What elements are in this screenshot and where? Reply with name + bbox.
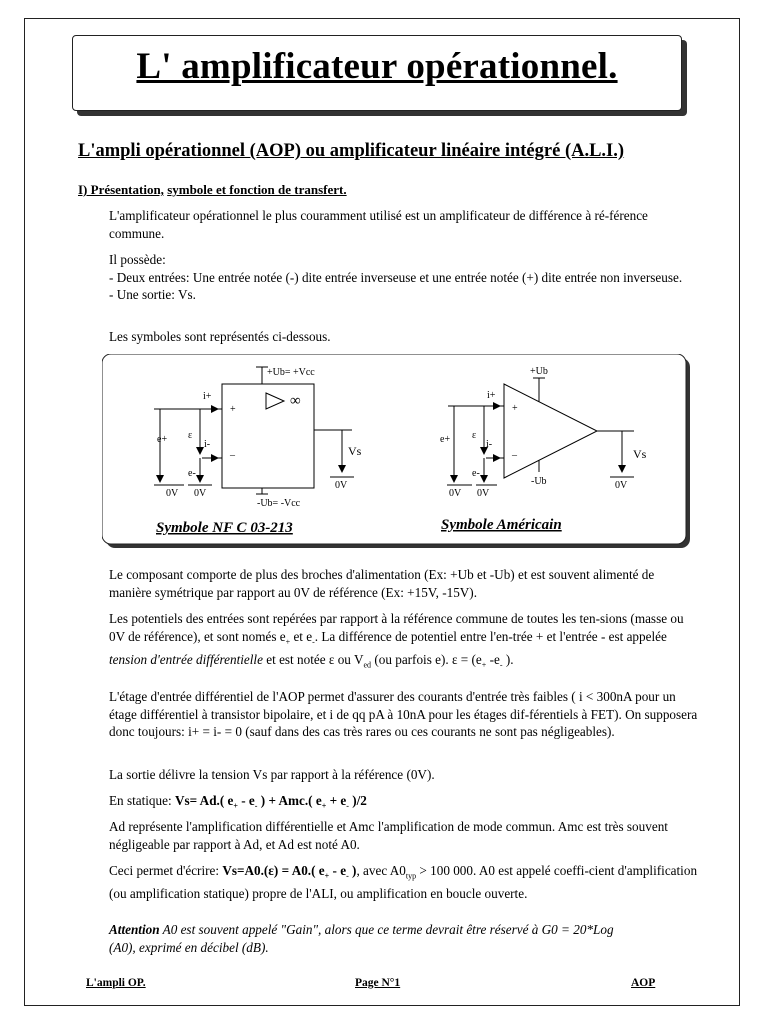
nf-plus-sign: + — [230, 404, 236, 415]
static-f-s1: + — [233, 801, 238, 811]
inputs-line-1: Il possède: — [109, 252, 166, 267]
static-f-s3: + — [321, 801, 327, 811]
static-f-b: Vs= Ad.( e — [174, 793, 234, 808]
a0-f-b: Vs=A0.(ε) = A0.( e — [222, 863, 325, 878]
nf-in-plus-label: i+ — [203, 391, 212, 402]
potentials-text-f: -e — [486, 651, 500, 667]
us-eps-label: ε — [472, 430, 477, 441]
us-vs-label: Vs — [633, 447, 647, 461]
nf-0v-3: 0V — [335, 480, 348, 491]
a0-f-d: ) — [348, 863, 357, 878]
a0-text-f: > 100 000. A0 est appelé coeffi-cient d'amplification (ou amplification statique) propre de l'ALI, ou amplification en boucle ouverte. — [109, 863, 698, 902]
potentials-text-e: (ou parfois e). ε = (e — [371, 651, 482, 667]
section-number: I) Présentation, — [78, 182, 164, 197]
subtitle: L'ampli opérationnel (AOP) ou amplificateur linéaire intégré (A.L.I.) — [78, 141, 625, 161]
us-caption: Symbole Américain — [441, 517, 562, 533]
us-0v-1: 0V — [449, 488, 462, 499]
us-in-plus-label: i+ — [487, 390, 496, 401]
potentials-sub-minus-2: - — [499, 660, 503, 670]
potentials-text-b: et e — [290, 628, 313, 644]
title-box — [72, 35, 682, 111]
potentials-text-g: ). — [502, 651, 514, 667]
paragraph-output: La sortie délivre la tension Vs par rapport à la référence (0V). — [109, 767, 435, 782]
nf-caption: Symbole NF C 03-213 — [156, 520, 293, 536]
paragraph-intro: L'amplificateur opérationnel le plus couramment utilisé est un amplificateur de différence à ré-férence commune. — [109, 208, 648, 241]
a0-formula — [222, 863, 357, 881]
footer-page-number: Page N°1 — [355, 977, 401, 989]
paragraph-input-stage: L'étage d'entrée différentiel de l'AOP permet d'assurer des courants d'entrée très faibles ( i < 300nA pour un étage différentiel à transistor bipolaire, et i de qq pA à 10nA pour les étages dif-férentiels à FET). On supposera donc toujours: i+ = i- = 0 (sauf dans des cas très rares ou ces courants ne sont pas négligeables). — [109, 689, 698, 739]
nf-0v-1: 0V — [166, 488, 179, 499]
a0-text-a: Ceci permet d'écrire: — [109, 863, 223, 878]
static-f-e: + e — [326, 793, 347, 808]
us-0v-3: 0V — [615, 480, 628, 491]
nf-vs-label: Vs — [348, 444, 362, 458]
static-f-s4: - — [346, 801, 349, 811]
us-0v-2: 0V — [477, 488, 490, 499]
potentials-text-d: et est notée ε ou V — [262, 651, 364, 667]
paragraph-inputs — [109, 251, 699, 304]
paragraph-attention — [109, 921, 629, 956]
a0-sub-typ: typ — [405, 871, 417, 881]
footer-left: L'ampli OP. — [86, 977, 146, 989]
static-f-d: ) + Amc.( e — [257, 793, 322, 808]
static-formula — [174, 793, 367, 811]
nf-minus-sign: – — [230, 450, 235, 461]
nf-supply-top: +Ub= +Vcc — [267, 367, 315, 378]
nf-e-minus-label: e- — [188, 468, 196, 479]
us-in-minus-label: i- — [486, 439, 493, 450]
paragraph-symbols: Les symboles sont représentés ci-dessous. — [109, 329, 331, 344]
diagram-box — [102, 354, 686, 544]
potentials-italic: tension d'entrée différentielle — [109, 651, 263, 667]
inputs-line-2: - Deux entrées: Une entrée notée (-) dite entrée inverseuse et une entrée notée (+) dite entrée non inverseuse. — [109, 269, 683, 285]
us-e-plus-label: e+ — [440, 434, 451, 445]
static-f-c: - e — [237, 793, 255, 808]
nf-eps-label: ε — [188, 430, 193, 441]
section-title: symbole et fonction de transfert. — [167, 182, 347, 197]
static-f-s2: - — [254, 801, 258, 811]
attention-text: A0 est souvent appelé "Gain", alors que ce terme devrait être réservé à G0 = 20*Log (A0), exprimé en décibel (dB). — [109, 922, 614, 955]
potentials-sub-ed: ed — [363, 660, 372, 670]
paragraph-potentials — [109, 610, 699, 674]
paragraph-static — [109, 792, 699, 815]
paragraph-ad-amc: Ad représente l'amplification différentielle et Amc l'amplification de mode commun. Amc est très souvent négligeable par rapport à Ad, et Ad est noté A0. — [109, 819, 668, 852]
page-title: L' amplificateur opérationnel. — [136, 46, 618, 87]
nf-0v-2: 0V — [194, 488, 207, 499]
potentials-sub-minus: - — [312, 637, 315, 647]
nf-infinity: ∞ — [290, 393, 301, 409]
section-heading — [78, 182, 347, 198]
us-supply-bottom: -Ub — [531, 476, 547, 487]
static-f-f: )/2 — [348, 793, 367, 808]
potentials-sub-plus: + — [285, 637, 291, 647]
us-minus-sign: – — [512, 450, 517, 461]
us-supply-top: +Ub — [530, 366, 548, 377]
attention-label: Attention — [109, 922, 160, 937]
potentials-sub-plus-2: + — [481, 660, 487, 670]
inputs-line-3: - Une sortie: Vs. — [109, 287, 196, 302]
footer-right: AOP — [631, 977, 656, 989]
a0-f-s1: + — [324, 871, 330, 881]
nf-supply-bottom: -Ub= -Vcc — [257, 498, 301, 509]
static-label: En statique: — [109, 793, 175, 808]
potentials-text-a: Les potentiels des entrées sont repérées par rapport à la référence commune de toutes les ten-sions (masse ou 0V de référence), et sont només e — [109, 611, 684, 644]
a0-text-e: , avec A0 — [356, 863, 406, 878]
us-e-minus-label: e- — [472, 468, 480, 479]
nf-in-minus-label: i- — [204, 439, 211, 450]
opamp-symbols-diagram — [102, 354, 692, 550]
a0-f-c: - e — [329, 863, 347, 878]
paragraph-a0 — [109, 862, 699, 903]
paragraph-supply: Le composant comporte de plus des broches d'alimentation (Ex: +Ub et -Ub) et est souvent alimenté de manière symétrique par rapport au 0V de référence (Ex: +15V, -15V). — [109, 567, 655, 600]
potentials-text-c: . La différence de potentiel entre l'en-trée + et l'entrée - est appelée — [314, 628, 667, 644]
us-plus-sign: + — [512, 403, 518, 414]
a0-f-s2: - — [346, 871, 349, 881]
nf-e-plus-label: e+ — [157, 434, 168, 445]
